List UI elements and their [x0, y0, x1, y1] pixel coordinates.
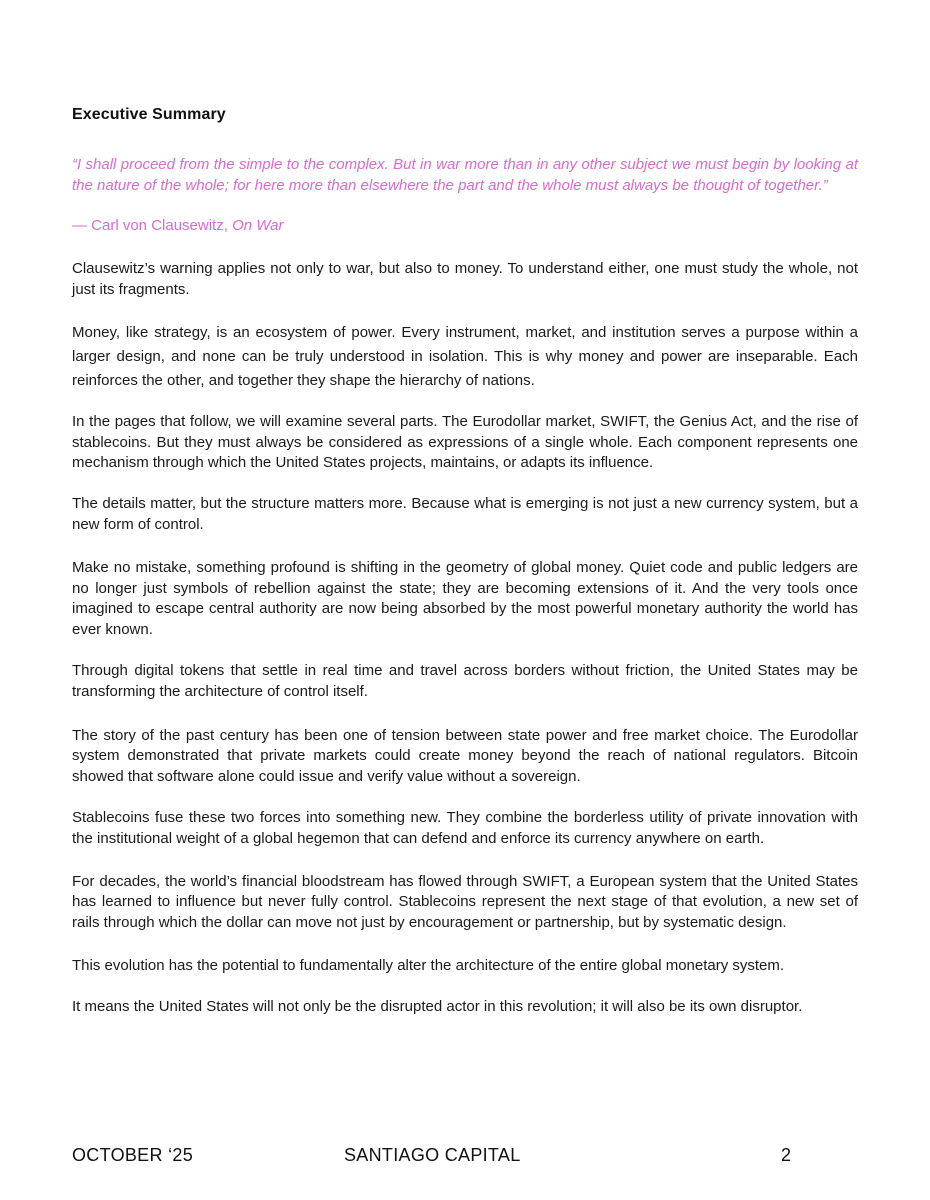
paragraph: Through digital tokens that settle in real time and travel across borders without friction, the United States may be transforming the architecture of control itself. [72, 661, 858, 700]
attribution-author: — Carl von Clausewitz, [72, 217, 233, 235]
paragraph: For decades, the world’s financial bloodstream has flowed through SWIFT, a European system that the United States has learned to influence but never fully control. Stablecoins represent the next stage of that evolution, a new set of rails through which the dollar can move not just by encouragement or partnership, but by systematic design. [72, 872, 858, 932]
paragraph: The details matter, but the structure matters more. Because what is emerging is not just a new currency system, but a new form of control. [72, 495, 858, 533]
attribution-work: On War [232, 217, 284, 235]
paragraph: In the pages that follow, we will examine several parts. The Eurodollar market, SWIFT, the Genius Act, and the rise of stablecoins. But they must always be considered as expressions of a single whole. Each component represents one mechanism through which the United States projects, maintains, or adapts its influence. [72, 412, 858, 472]
footer-company: SANTIAGO CAPITAL [344, 1145, 521, 1165]
paragraph: It means the United States will not only be the disrupted actor in this revolution; it will also be its own disruptor. [72, 997, 803, 1015]
footer-page-number: 2 [781, 1145, 792, 1165]
paragraph: Clausewitz’s warning applies not only to war, but also to money. To understand either, one must study the whole, not just its fragments. [72, 260, 858, 298]
paragraph: This evolution has the potential to fundamentally alter the architecture of the entire global monetary system. [72, 956, 785, 974]
epigraph-attribution [72, 216, 858, 236]
paragraph: Money, like strategy, is an ecosystem of power. Every instrument, market, and institution serves a purpose within a larger design, and none can be truly understood in isolation. This is why money and power are inseparable. Each reinforces the other, and together they shape the hierarchy of nations. [72, 323, 858, 389]
section-title: Executive Summary [72, 106, 226, 123]
paragraph: The story of the past century has been one of tension between state power and free market choice. The Eurodollar system demonstrated that private markets could create money beyond the reach of national regulators. Bitcoin showed that software alone could issue and verify value without a sovereign. [72, 726, 858, 786]
footer-date: OCTOBER ‘25 [72, 1145, 194, 1165]
paragraph: Make no mistake, something profound is shifting in the geometry of global money. Quiet code and public ledgers are no longer just symbols of rebellion against the state; they are becoming extensions of it. And the very tools once imagined to escape central authority are now being absorbed by the most powerful monetary authority the world has ever known. [72, 558, 858, 639]
page-footer [72, 1145, 862, 1169]
epigraph-quote: “I shall proceed from the simple to the complex. But in war more than in any other subject we must begin by looking at the nature of the whole; for here more than elsewhere the part and the whole must always be thought of together.” [72, 156, 858, 194]
page-content [72, 106, 858, 1018]
paragraph: Stablecoins fuse these two forces into something new. They combine the borderless utility of private innovation with the institutional weight of a global hegemon that can defend and enforce its currency anywhere on earth. [72, 808, 858, 847]
